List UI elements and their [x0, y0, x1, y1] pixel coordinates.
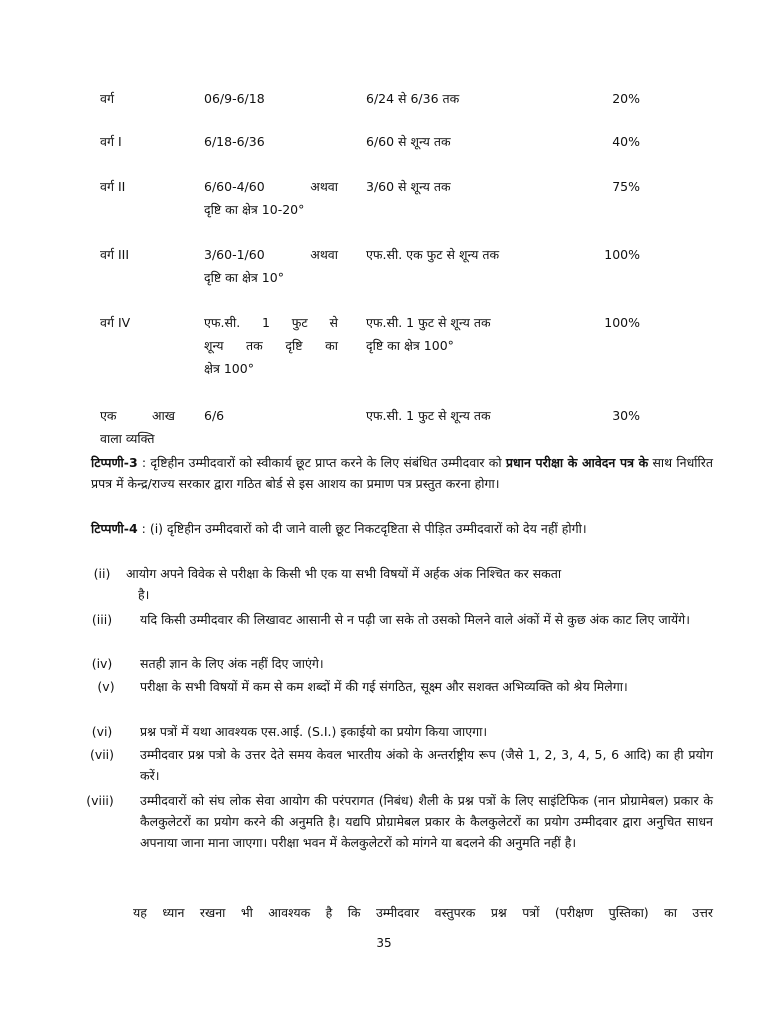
- list-item-text: सतही ज्ञान के लिए अंक नहीं दिए जाएंगे।: [140, 656, 324, 671]
- note-3: [91, 452, 713, 494]
- table-cell-worse-eye: 6/60 से शून्य तक: [366, 134, 451, 149]
- note-3-label: टिप्पणी-3: [91, 455, 138, 470]
- list-item-text: प्रश्न पत्रों में यथा आवश्यक एस.आई. (S.I.) इकाईयो का प्रयोग किया जाएगा।: [140, 724, 488, 739]
- table-cell-best-eye: 6/60-4/60 अथवा: [204, 179, 338, 194]
- table-cell-worse-eye: एफ.सी. एक फुट से शून्य तक: [366, 247, 500, 262]
- note-4: [91, 518, 713, 539]
- table-cell-worse-eye: दृष्टि का क्षेत्र 100°: [366, 338, 454, 353]
- table-cell-percent: 30%: [612, 408, 640, 423]
- table-cell-category: वाला व्यक्ति: [100, 431, 155, 446]
- table-cell-category: वर्ग IV: [100, 315, 131, 330]
- list-item: [126, 563, 713, 605]
- note-4-label: टिप्पणी-4: [91, 521, 138, 536]
- table-cell-percent: 100%: [604, 247, 640, 262]
- table-cell-best-eye: 6/6: [204, 408, 225, 423]
- closing-paragraph: यह ध्यान रखना भी आवश्यक है कि उम्मीदवार वस्तुपरक प्रश्न पत्रों (परीक्षण पुस्तिका) का उत्तर: [133, 905, 713, 920]
- table-cell-category: वर्ग: [100, 91, 114, 106]
- table-cell-category: वर्ग I: [100, 134, 122, 149]
- list-item-text: आयोग अपने विवेक से परीक्षा के किसी भी एक या सभी विषयों में अर्हक अंक निश्चित कर सकता: [126, 566, 562, 581]
- table-cell-worse-eye: एफ.सी. 1 फुट से शून्य तक: [366, 315, 491, 330]
- table-cell-best-eye: क्षेत्र 100°: [204, 361, 254, 376]
- list-item-number: (vi): [91, 724, 113, 739]
- page-number: 35: [376, 936, 392, 950]
- table-cell-worse-eye: एफ.सी. 1 फुट से शून्य तक: [366, 408, 491, 423]
- table-cell-best-eye: 3/60-1/60 अथवा: [204, 247, 338, 262]
- list-item-text: उम्मीदवारों को संघ लोक सेवा आयोग की परंपरागत (निबंध) शैली के प्रश्न पत्रों के लिए साइंटिफिक (नान प्रोग्रामेबल) प्रकार के कैलकुलेटरों का प्रयोग करने की अनुमति है। यद्यपि प्रोग्रामेबल प्रकार के कैलकुलेटरों का प्रयोग उम्मीदवार द्वारा अनुचित साधन अपनाया जाना माना जाएगा। परीक्षा भवन में केलकुलेटरों को मांगने या बदलने की अनुमति नहीं है।: [140, 793, 713, 850]
- table-cell-percent: 100%: [604, 315, 640, 330]
- note-3-bold-text: प्रधान परीक्षा के आवेदन पत्र के: [505, 455, 649, 470]
- list-item-text: परीक्षा के सभी विषयों में कम से कम शब्दों में की गई संगठित, सूक्ष्म और सशक्त अभिव्यक्ति को श्रेय मिलेगा।: [140, 679, 628, 694]
- note-3-text: साथ निर्धारित प्रपत्र में केन्द्र/राज्य सरकार द्वारा गठित बोर्ड से इस आशय का प्रमाण पत्र प्रस्तुत करना होगा।: [91, 455, 713, 491]
- list-item-text: है।: [138, 587, 150, 602]
- list-item-text: उम्मीदवार प्रश्न पत्रो के उत्तर देते समय केवल भारतीय अंको के अन्तर्राष्ट्रीय रूप (जैसे 1, 2, 3, 4, 5, 6 आदि) का ही प्रयोग करें।: [140, 747, 713, 783]
- table-cell-category: वर्ग II: [100, 179, 126, 194]
- note-3-text: : दृष्टिहीन उम्मीदवारों को स्वीकार्य छूट प्राप्त करने के लिए संबंधित उम्मीदवार को: [137, 455, 506, 470]
- table-cell-percent: 40%: [612, 134, 640, 149]
- table-cell-best-eye: दृष्टि का क्षेत्र 10-20°: [204, 202, 305, 217]
- table-cell-best-eye: 6/18-6/36: [204, 134, 265, 149]
- table-cell-percent: 75%: [612, 179, 640, 194]
- list-item-number: (v): [97, 679, 115, 694]
- table-cell-best-eye: एफ.सी. 1 फुट से: [204, 315, 338, 330]
- table-cell-percent: 20%: [612, 91, 640, 106]
- table-cell-category: एक आख: [100, 408, 175, 423]
- list-item-number: (ii): [93, 566, 111, 581]
- list-item-number: (iv): [91, 656, 113, 671]
- note-4-text: : (i) दृष्टिहीन उम्मीदवारों को दी जाने वाली छूट निकटदृष्टिता से पीड़ित उम्मीदवारों को देय नहीं होगी।: [137, 521, 587, 536]
- list-item-number: (iii): [91, 612, 113, 627]
- list-item-number: (viii): [86, 793, 114, 808]
- table-cell-best-eye: शून्य तक दृष्टि का: [204, 338, 338, 353]
- table-cell-category: वर्ग III: [100, 247, 130, 262]
- table-cell-worse-eye: 6/24 से 6/36 तक: [366, 91, 460, 106]
- table-cell-best-eye: 06/9-6/18: [204, 91, 265, 106]
- table-cell-worse-eye: 3/60 से शून्य तक: [366, 179, 451, 194]
- list-item-text: यदि किसी उम्मीदवार की लिखावट आसानी से न पढ़ी जा सके तो उसको मिलने वाले अंकों में से कुछ अंक काट लिए जायेंगे।: [140, 612, 690, 627]
- list-item-number: (vii): [89, 747, 115, 762]
- table-cell-best-eye: दृष्टि का क्षेत्र 10°: [204, 270, 284, 285]
